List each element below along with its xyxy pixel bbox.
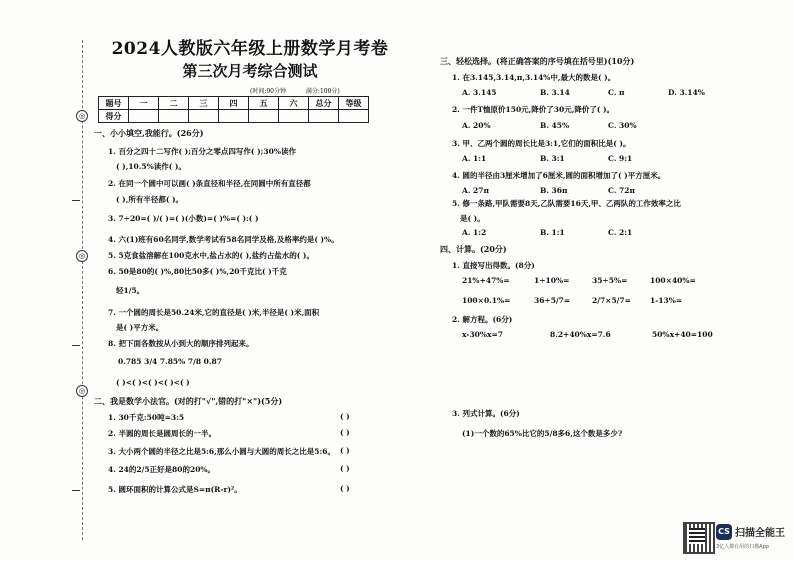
equation-item: 50%x+40=100 xyxy=(652,330,713,339)
full-score: 满分:100分) xyxy=(305,88,340,95)
qr-code-center xyxy=(689,528,705,544)
question-1-8-order: ( )<( )<( )<( )<( ) xyxy=(116,378,190,387)
choice-option[interactable]: B. 36π xyxy=(540,186,568,195)
judge-item: 2. 半圆的周长是圆周长的一半。 xyxy=(108,429,216,438)
choice-question-1: 1. 在3.145,3.14,π,3.14%中,最大的数是( )。 xyxy=(452,73,616,82)
question-1-1b: ( ),10.5%读作( )。 xyxy=(116,162,186,171)
margin-tick xyxy=(72,200,80,201)
choice-question-5: 5. 修一条路,甲队需要8天,乙队需要16天,甲、乙两队的工作效率之比 xyxy=(452,199,681,208)
score-header-cell: 一 xyxy=(129,97,159,110)
score-header-cell: 六 xyxy=(279,97,309,110)
question-1-7b: 是( )平方米。 xyxy=(116,323,164,332)
exam-subtitle: 第三次月考综合测试 xyxy=(182,62,318,80)
judge-item: 3. 大小两个圆的半径之比是5:6,那么小圆与大圆的周长之比是5:6。 xyxy=(108,447,335,456)
equation-item: 8.2+40%x=7.6 xyxy=(550,330,611,339)
calc-item: 35÷5%= xyxy=(592,276,628,285)
choice-option[interactable]: A. 20% xyxy=(462,121,491,130)
margin-tick xyxy=(72,490,80,491)
time-limit: (时间:90分钟 xyxy=(250,88,286,95)
section-3-title: 三、轻松选择。(将正确答案的序号填在括号里)(10分) xyxy=(440,56,635,66)
choice-question-5b: 是( )。 xyxy=(460,214,485,223)
calc-subsection-3: 3. 列式计算。(6分) xyxy=(452,409,520,418)
choice-option[interactable]: C. 9:1 xyxy=(608,154,633,163)
choice-option[interactable]: A. 27π xyxy=(462,186,489,195)
question-1-6: 6. 50是80的( )%,80比50多( )%,20千克比( )千克 xyxy=(108,267,287,276)
calc-item: 100×40%= xyxy=(650,276,696,285)
question-1-5: 5. 5克食盐溶解在100克水中,盐占水的( ),盐约占盐水的( )。 xyxy=(108,251,314,260)
question-1-7: 7. 一个圆的周长是50.24米,它的直径是( )米,半径是( )米,面积 xyxy=(108,308,320,317)
score-header-cell: 三 xyxy=(189,97,219,110)
question-1-3: 3. 7÷20=( )/( )=( )(小数)=( )%=( ):( ) xyxy=(108,214,259,223)
calc-item: 1-13%= xyxy=(650,296,683,305)
score-cell[interactable] xyxy=(309,110,339,123)
score-header-cell: 等级 xyxy=(339,97,369,110)
score-cell[interactable] xyxy=(219,110,249,123)
score-cell[interactable] xyxy=(339,110,369,123)
camscanner-slogan: 3亿人都在用的扫描App xyxy=(716,544,769,550)
binding-hole-icon: ◎ xyxy=(76,385,88,397)
choice-option[interactable]: A. 1:1 xyxy=(462,154,487,163)
score-row-label: 得分 xyxy=(99,110,129,123)
choice-option[interactable]: B. 3.14 xyxy=(540,88,570,97)
section-1-title: 一、小小填空,我能行。(26分) xyxy=(94,128,204,138)
judge-answer-blank[interactable]: ( ) xyxy=(340,446,350,455)
camscanner-logo-icon: CS xyxy=(716,524,732,540)
choice-question-2: 2. 一件T恤原价150元,降价了30元,降价了( )。 xyxy=(452,105,615,114)
judge-item: 4. 24的2/5正好是80的20%。 xyxy=(108,465,216,474)
section-4-title: 四、计算。(20分) xyxy=(440,244,507,254)
choice-option[interactable]: B. 3:1 xyxy=(540,154,565,163)
section-2-title: 二、我是数学小法官。(对的打"√",错的打"×")(5分) xyxy=(94,396,283,406)
question-1-2b: ( ),所有半径都( )。 xyxy=(116,195,184,204)
choice-question-3: 3. 甲、乙两个圆的周长比是3:1,它们的面积比是( )。 xyxy=(452,139,631,148)
judge-answer-blank[interactable]: ( ) xyxy=(340,464,350,473)
exam-meta xyxy=(250,86,358,95)
score-cell[interactable] xyxy=(159,110,189,123)
choice-option[interactable]: A. 3.145 xyxy=(462,88,497,97)
calc-item: 36÷5/7= xyxy=(534,296,571,305)
judge-answer-blank[interactable]: ( ) xyxy=(340,412,350,421)
equation-item: x-30%x=7 xyxy=(462,330,503,339)
word-problem-1: (1)一个数的65%比它的5/8多6,这个数是多少? xyxy=(462,429,623,438)
choice-option[interactable]: A. 1:2 xyxy=(462,228,487,237)
score-cell[interactable] xyxy=(129,110,159,123)
binding-hole-icon: ◎ xyxy=(76,250,88,262)
question-1-8-numbers: 0.785 3/4 7.85% 7/8 0.87 xyxy=(118,357,222,366)
calc-item: 1÷10%= xyxy=(534,276,570,285)
judge-item: 1. 30千克:50吨=3:5 xyxy=(108,413,185,422)
score-cell[interactable] xyxy=(279,110,309,123)
score-table xyxy=(98,96,369,123)
camscanner-name: 扫描全能王 xyxy=(735,528,785,539)
question-1-4: 4. 六(1)班有60名同学,数学考试有58名同学及格,及格率约是( )%。 xyxy=(108,235,339,244)
choice-option[interactable]: C. 72π xyxy=(608,186,635,195)
question-1-1: 1. 百分之四十二写作( );百分之零点四写作( );30%读作 xyxy=(108,147,296,156)
choice-option[interactable]: C. 30% xyxy=(608,121,637,130)
margin-tick xyxy=(72,345,80,346)
choice-option[interactable]: C. 2:1 xyxy=(608,228,633,237)
score-cell[interactable] xyxy=(189,110,219,123)
score-header-cell: 四 xyxy=(219,97,249,110)
binding-hole-icon: ◎ xyxy=(76,110,88,122)
question-1-2: 2. 在同一个圆中可以画( )条直径和半径,在同圆中所有直径都 xyxy=(108,179,311,188)
judge-answer-blank[interactable]: ( ) xyxy=(340,428,350,437)
score-header-cell: 二 xyxy=(159,97,189,110)
question-1-8: 8. 把下面各数按从小到大的顺序排列起来。 xyxy=(108,339,254,348)
calc-subsection-1: 1. 直接写出得数。(8分) xyxy=(452,261,535,270)
score-cell[interactable] xyxy=(249,110,279,123)
choice-option[interactable]: B. 1:1 xyxy=(540,228,565,237)
judge-answer-blank[interactable]: ( ) xyxy=(340,484,350,493)
choice-option[interactable]: B. 45% xyxy=(540,121,570,130)
calc-item: 21%+47%= xyxy=(462,276,510,285)
calc-item: 100×0.1%= xyxy=(462,296,511,305)
calc-subsection-2: 2. 解方程。(6分) xyxy=(452,315,513,324)
choice-option[interactable]: D. 3.14% xyxy=(668,88,705,97)
score-header-cell: 总分 xyxy=(309,97,339,110)
score-header-cell: 五 xyxy=(249,97,279,110)
choice-question-4: 4. 圆的半径由3厘米增加了6厘米,圆的面积增加了( )平方厘米。 xyxy=(452,171,666,180)
score-header-cell: 题号 xyxy=(99,97,129,110)
question-1-6b: 轻1/5。 xyxy=(116,286,145,295)
calc-item: 2/7×5/7= xyxy=(592,296,631,305)
exam-title: 2024人教版六年级上册数学月考卷 xyxy=(111,39,389,59)
choice-option[interactable]: C. π xyxy=(608,88,625,97)
judge-item: 5. 圆环面积的计算公式是S=π(R-r)²。 xyxy=(108,485,242,494)
